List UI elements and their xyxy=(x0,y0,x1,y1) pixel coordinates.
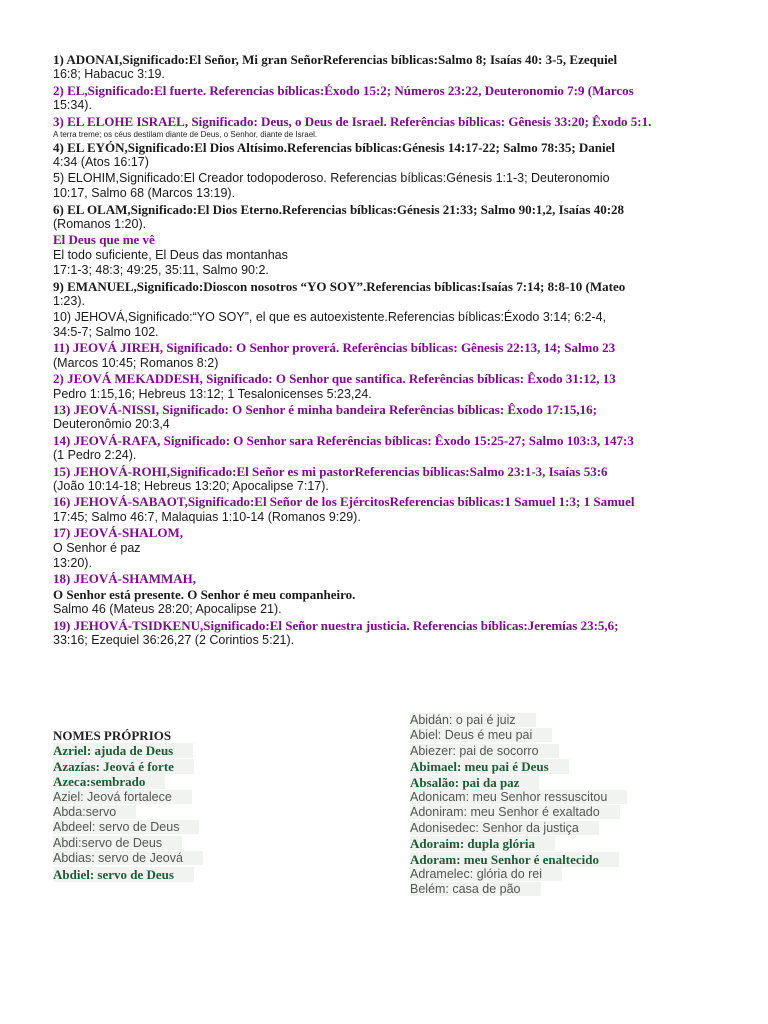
proper-name-item: Azeca:sembrado xyxy=(53,774,165,789)
entry-heading-line: 13) JEOVÁ-NISSI, Significado: O Senhor é minha bandeira Referências bíblicas: Êxodo 17:15,16; xyxy=(53,401,597,417)
entry-text-line: Salmo 46 (Mateus 28:20; Apocalipse 21). xyxy=(53,602,282,617)
entry-heading-line: 1) ADONAI,Significado:El Señor, Mi gran SeñorReferencias bíblicas:Salmo 8; Isaías 40: 3-5, Ezequiel xyxy=(53,52,618,67)
entry-text-line: Deuteronômio 20:3,4 xyxy=(53,417,170,432)
proper-name-row xyxy=(410,775,627,790)
proper-name-row xyxy=(53,759,203,774)
name-entry xyxy=(53,402,713,433)
entry-heading-line: 4) EL EYÓN,Significado:El Dios Altísimo.Referencias bíblicas:Génesis 14:17-22; Salmo 78:35; Daniel xyxy=(53,140,616,156)
entry-text-line: 17:45; Salmo 46:7, Malaquias 1:10-14 (Romanos 9:29). xyxy=(53,509,361,524)
proper-name-item: Absalão: pai da paz xyxy=(410,775,539,790)
entry-text-line: 1:23). xyxy=(53,294,85,309)
proper-name-row xyxy=(410,836,627,851)
name-entry xyxy=(53,232,713,278)
entry-heading-line: 16) JEHOVÁ-SABAOT,Significado:El Señor de los EjércitosReferencias bíblicas:1 Samuel 1:3; 1 Samuel xyxy=(53,494,635,510)
entry-text-line: 34:5-7; Salmo 102. xyxy=(53,324,159,339)
name-entry xyxy=(53,433,713,464)
entry-heading-line: 14) JEOVÁ-RAFA, Significado: O Senhor sara Referências bíblicas: Êxodo 15:25-27; Salmo 103:3, 147:3 xyxy=(53,432,634,448)
entry-heading-line: 2) JEOVÁ MEKADDESH, Significado: O Senhor que santifica. Referências bíblicas: Êxodo 31:12, 13 xyxy=(53,371,616,387)
entry-heading-line: 3) EL ELOHE ISRAEL, Significado: Deus, o Deus de Israel. Referências bíblicas: Gênesis 33:20; Êxodo 5:1. xyxy=(53,113,652,129)
proper-name-row xyxy=(410,852,627,867)
proper-name-row xyxy=(410,805,627,820)
proper-name-row xyxy=(410,728,627,743)
proper-names-left-column xyxy=(53,728,203,882)
entry-heading-line: 5) ELOHIM,Significado:El Creador todopoderoso. Referencias bíblicas:Génesis 1:1-3; Deuteronomio xyxy=(53,170,610,185)
name-entry xyxy=(53,571,713,617)
name-entry xyxy=(53,114,713,140)
proper-name-item: Adramelec: glória do rei xyxy=(410,867,562,881)
entry-heading-line: 9) EMANUEL,Significado:Dioscon nosotros “YO SOY”.Referencias bíblicas:Isaías 7:14; 8:8-10 (Mateo xyxy=(53,278,626,294)
proper-name-row xyxy=(53,836,203,851)
entry-heading-line: 6) EL OLAM,Significado:El Dios Eterno.Referencias bíblicas:Génesis 21:33; Salmo 90:1,2, Isaías 40:28 xyxy=(53,201,625,217)
proper-name-row xyxy=(410,821,627,836)
entry-text-line: Pedro 1:15,16; Hebreus 13:12; 1 Tesalonicenses 5:23,24. xyxy=(53,386,372,401)
proper-name-row xyxy=(53,820,203,835)
proper-name-row xyxy=(53,790,203,805)
entry-heading-line: 2) EL,Significado:El fuerte. Referencias bíblicas:Éxodo 15:2; Números 23:22, Deuteronomio 7:9 (Marcos xyxy=(53,82,634,98)
name-entry xyxy=(53,279,713,310)
entry-text-line: (João 10:14-18; Hebreus 13:20; Apocalipse 7:17). xyxy=(53,478,329,493)
proper-name-row xyxy=(410,713,627,728)
entry-text-line: A terra treme; os céus destilam diante de Deus, o Senhor, diante de Israel. xyxy=(53,130,318,140)
entry-heading-line: 17) JEOVÁ-SHALOM, xyxy=(53,525,183,541)
proper-name-item: Abiezer: pai de socorro xyxy=(410,744,559,758)
proper-name-row xyxy=(53,743,203,758)
entry-text-line: 33:16; Ezequiel 36:26,27 (2 Corintios 5:21). xyxy=(53,633,295,648)
entry-heading-line: 10) JEHOVÁ,Significado:“YO SOY”, el que es autoexistente.Referencias bíblicas:Éxodo 3:14; 6:2-4, xyxy=(53,309,607,324)
proper-name-item: Abdeel: servo de Deus xyxy=(53,820,199,834)
entry-text-line: O Senhor está presente. O Senhor é meu companheiro. xyxy=(53,586,356,602)
name-entry xyxy=(53,371,713,402)
document-body xyxy=(53,52,713,648)
entry-text-line: 17:1-3; 48:3; 49:25, 35:11, Salmo 90:2. xyxy=(53,263,269,278)
entry-text-line: 16:8; Habacuc 3:19. xyxy=(53,67,165,82)
proper-name-item: Azriel: ajuda de Deus xyxy=(53,743,193,758)
entry-text-line: 15:34). xyxy=(53,98,92,113)
entry-text-line: 13:20). xyxy=(53,556,92,570)
proper-name-row xyxy=(410,790,627,805)
name-entry xyxy=(53,494,713,525)
proper-name-row xyxy=(410,867,627,882)
proper-name-item: Abiel: Deus é meu pai xyxy=(410,728,552,742)
proper-name-item: Abda:servo xyxy=(53,805,136,819)
proper-name-item: Adoraim: dupla glória xyxy=(410,836,555,851)
name-entry xyxy=(53,171,713,202)
proper-names-right-column xyxy=(410,713,627,898)
name-entry xyxy=(53,83,713,114)
proper-name-item: Aziel: Jeová fortalece xyxy=(53,790,192,804)
name-entry xyxy=(53,202,713,233)
proper-name-row xyxy=(410,759,627,774)
entry-text-line: (Marcos 10:45; Romanos 8:2) xyxy=(53,355,219,370)
proper-name-item: Adonisedec: Senhor da justiça xyxy=(410,821,599,835)
proper-name-row xyxy=(53,774,203,789)
proper-name-item: Azazías: Jeová é forte xyxy=(53,759,194,774)
name-entry xyxy=(53,140,713,171)
name-entry xyxy=(53,525,713,571)
proper-name-item: Abdiel: servo de Deus xyxy=(53,867,194,882)
name-entry xyxy=(53,618,713,649)
name-entry xyxy=(53,340,713,371)
proper-name-item: Adoram: meu Senhor é enaltecido xyxy=(410,852,619,867)
proper-name-item: Abdi:servo de Deus xyxy=(53,836,182,850)
proper-name-item: Abidán: o pai é juiz xyxy=(410,713,536,727)
entry-heading-line: El Deus que me vê xyxy=(53,232,155,248)
entry-heading-line: 19) JEHOVÁ-TSIDKENU,Significado:El Señor nuestra justicia. Referencias bíblicas:Jeremías 23:5,6; xyxy=(53,617,619,633)
entry-text-line: O Senhor é paz xyxy=(53,540,141,555)
proper-name-row xyxy=(410,882,627,897)
proper-name-item: Adonicam: meu Senhor ressuscitou xyxy=(410,790,627,804)
proper-name-row xyxy=(53,851,203,866)
entry-text-line: (1 Pedro 2:24). xyxy=(53,448,137,463)
entry-text-line: (Romanos 1:20). xyxy=(53,217,147,232)
proper-name-item: Belém: casa de pão xyxy=(410,882,541,896)
proper-name-item: Adoniram: meu Senhor é exaltado xyxy=(410,805,620,819)
proper-names-heading: NOMES PRÓPRIOS xyxy=(53,728,172,743)
entry-heading-line: 11) JEOVÁ JIREH, Significado: O Senhor proverá. Referências bíblicas: Gênesis 22:13, 14; Salmo 23 xyxy=(53,340,616,356)
entry-text-line: 4:34 (Atos 16:17) xyxy=(53,155,149,170)
entry-text-line: 10:17, Salmo 68 (Marcos 13:19). xyxy=(53,186,236,201)
entry-heading-line: 15) JEHOVÁ-ROHI,Significado:El Señor es mi pastorReferencias bíblicas:Salmo 23:1-3, Isaías 53:6 xyxy=(53,463,608,479)
name-entry xyxy=(53,310,713,341)
name-entry xyxy=(53,464,713,495)
proper-name-row xyxy=(410,744,627,759)
entry-heading-line: 18) JEOVÁ-SHAMMAH, xyxy=(53,571,196,587)
proper-name-item: Abdias: servo de Jeová xyxy=(53,851,203,865)
proper-name-row xyxy=(53,867,203,882)
name-entry xyxy=(53,52,713,83)
proper-name-row xyxy=(53,805,203,820)
proper-name-item: Abimael: meu pai é Deus xyxy=(410,759,569,774)
entry-text-line: El todo suficiente, El Deus das montanhas xyxy=(53,247,288,262)
